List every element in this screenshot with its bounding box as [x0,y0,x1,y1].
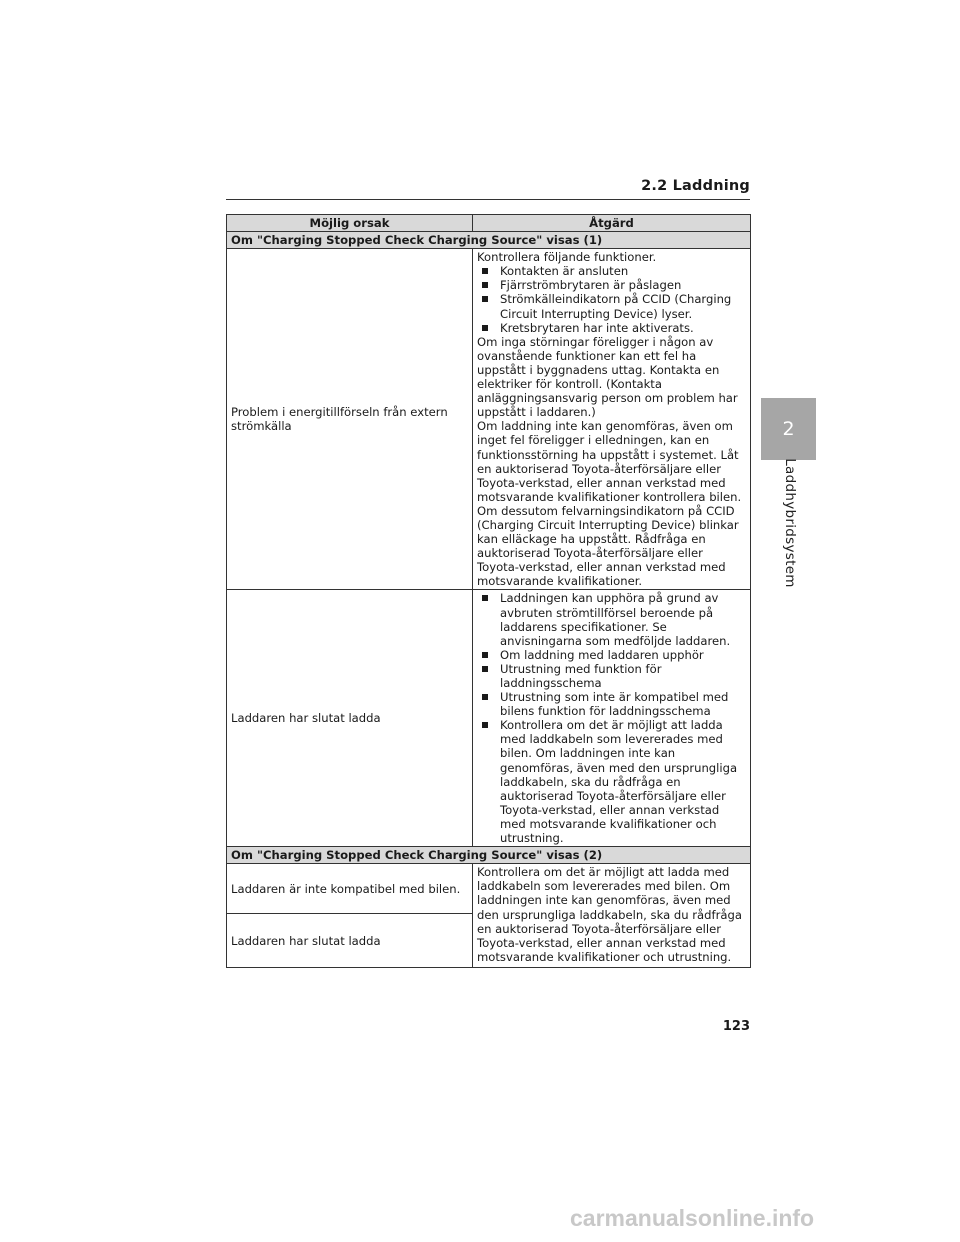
table-header-row [227,215,751,232]
table-row [227,864,751,914]
table-row [227,249,751,590]
list-item: Fjärrströmbrytaren är påslagen [477,278,746,292]
list-item: Kontakten är ansluten [477,264,746,278]
list-item: Kontrollera om det är möjligt att ladda med laddkabeln som levererades med bilen. Om laddningen inte kan genomföras, även med den ursprungliga laddkabeln, ska du rådfråga en auktoriserad Toyota-återförsäljare eller Toyota-verkstad, eller annan verkstad med motsvarande kvalifikationer och utrustning. [477,718,746,845]
page-number: 123 [722,1019,750,1034]
header-rule [226,199,750,200]
list-item: Laddningen kan upphöra på grund av avbruten strömtillförsel beroende på laddarens specifikationer. Se anvisningarna som medföljde laddaren. [477,591,746,647]
chapter-tab [761,398,816,460]
action-paragraph: Om laddning inte kan genomföras, även om inget fel föreligger i elledningen, kan en funktionsstörning ha uppstått i systemet. Låt en auktoriserad Toyota-återförsäljare eller Toyota-verkstad, eller annan verkstad med motsvarande kvalifikationer kontrollera bilen. [477,419,742,504]
cause-cell: Problem i energitillförseln från extern strömkälla [227,249,473,590]
section-title-1: Om "Charging Stopped Check Charging Source" visas (1) [227,232,751,249]
list-item: Kretsbrytaren har inte aktiverats. [477,321,746,335]
chapter-number: 2 [782,418,795,440]
action-cell [473,249,751,590]
bullet-list [477,591,746,845]
bullet-list [477,264,746,334]
section-row [227,847,751,864]
list-item: Strömkälleindikatorn på CCID (Charging Circuit Interrupting Device) lyser. [477,292,746,320]
section-title-2: Om "Charging Stopped Check Charging Source" visas (2) [227,847,751,864]
table-row [227,590,751,847]
cause-cell: Laddaren har slutat ladda [227,914,473,968]
section-row [227,232,751,249]
action-cell: Kontrollera om det är möjligt att ladda med laddkabeln som levererades med bilen. Om laddningen inte kan genomföras, även med den ursprungliga laddkabeln, ska du rådfråga en auktoriserad Toyota-återförsäljare eller Toyota-verkstad, eller annan verkstad med motsvarande kvalifikationer och utrustning. [473,864,751,968]
header-action: Åtgärd [473,215,751,232]
cause-cell: Laddaren har slutat ladda [227,590,473,847]
list-item: Utrustning med funktion för laddningsschema [477,662,746,690]
action-paragraph: Om dessutom felvarningsindikatorn på CCID (Charging Circuit Interrupting Device) blinkar kan elläckage ha uppstått. Rådfråga en auktoriserad Toyota-återförsäljare eller Toyota-verkstad, eller annan verkstad med motsvarande kvalifikationer. [477,503,739,589]
watermark: carmanualsonline.info [570,1205,815,1231]
cause-cell: Laddaren är inte kompatibel med bilen. [227,864,473,914]
list-item: Utrustning som inte är kompatibel med bilens funktion för laddningsschema [477,690,746,718]
header-cause: Möjlig orsak [227,215,473,232]
action-paragraph: Om inga störningar föreligger i någon av ovanstående funktioner kan ett fel ha uppstått i byggnadens uttag. Kontakta en elektriker för kontroll. (Kontakta anläggningsansvarig person om problem har uppstått i laddaren.) [477,334,738,420]
chapter-label: Laddhybridsystem [782,458,798,588]
action-cell [473,590,751,847]
list-item: Om laddning med laddaren upphör [477,648,746,662]
action-intro: Kontrollera följande funktioner. [477,250,657,265]
section-header: 2.2 Laddning [641,178,750,194]
troubleshooting-table [226,214,751,968]
